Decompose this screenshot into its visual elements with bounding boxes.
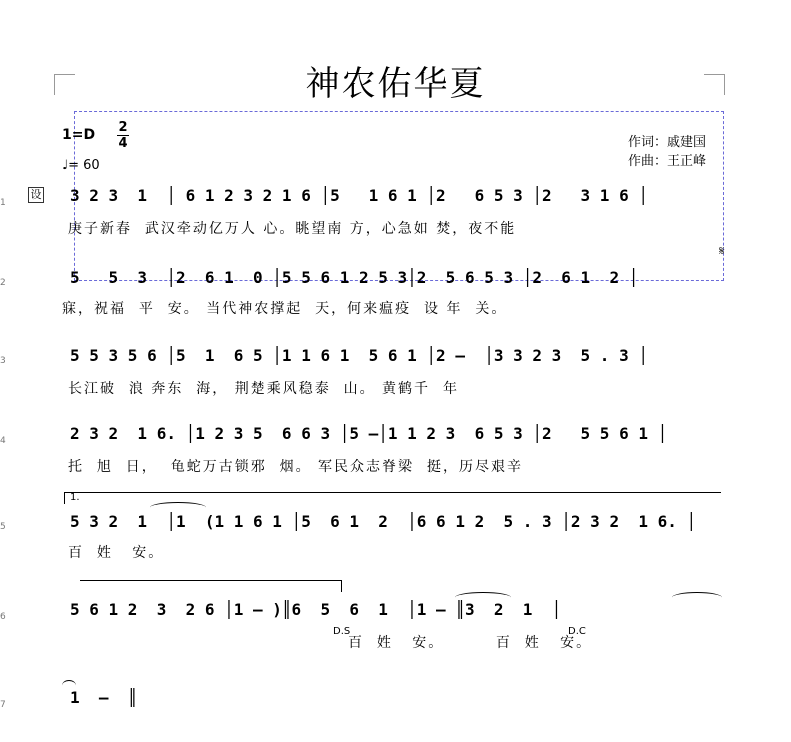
lyrics-row: 寐，祝福 平 安。 当代神农撑起 天，何来瘟疫 设 年 关。 [62,301,508,317]
notation-row[interactable]: 5 6 1 2 3 2 6 │1 – )║6 5 6 1 │1 – ║3 2 1 │ [70,600,562,619]
segno-icon[interactable]: 𝄋 [719,244,725,259]
lyrics-row: 百 姓 安。 [68,545,165,561]
settings-marker-icon[interactable]: 设 [28,187,44,203]
phrase-bracket-edge [341,580,342,592]
tie-arc [672,592,722,603]
phrase-bracket [80,580,342,581]
lyrics-row: 托 旭 日， 龟蛇万古锁邪 烟。 军民众志脊梁 挺，历尽艰辛 [68,459,523,475]
row-number: 6 [0,612,6,622]
row-number: 1 [0,198,6,208]
notation-row[interactable]: 3 2 3 1 │ 6 1 2 3 2 1 6 │5 1 6 1 │2 6 5 3 │2 3 1 6 │ [70,186,648,205]
volta-number: 1. [70,492,80,503]
composer-credit: 作曲：王正峰 [628,154,707,169]
lyrics-row: 长江破 浪 奔东 海， 荆楚乘风稳泰 山。 黄鹤千 年 [68,381,459,397]
notation-row[interactable]: 1 – ║ [70,688,138,707]
notation-row[interactable]: 5 5 3 │2 6 1 0 │5 5 6 1 2 5 3│2 5 6 5 3 │2 6 1 2 │ [70,268,639,287]
row-number: 5 [0,522,6,532]
lyrics-row: 百 姓 安。 百 姓 安。 [348,635,593,651]
tempo-marking: ♩= 60 [62,158,100,173]
notation-row[interactable]: 5 5 3 5 6 │5 1 6 5 │1 1 6 1 5 6 1 │2 – │3 3 2 3 5 . 3 │ [70,346,648,365]
page-corner-mark [704,74,725,95]
row-number: 2 [0,278,6,288]
lyrics-row: 庚子新春 武汉牵动亿万人 心。眺望南 方，心急如 焚，夜不能 [68,221,517,237]
time-denominator: 4 [118,136,128,151]
volta-bracket-edge [64,492,65,504]
row-number: 7 [0,700,6,710]
volta-bracket [64,492,721,493]
key-signature: 1=D [62,127,96,143]
lyricist-credit: 作词：戚建国 [628,135,707,150]
row-number: 4 [0,436,6,446]
dal-segno-mark: D.S [333,626,351,637]
time-signature [117,120,129,151]
notation-row[interactable]: 2 3 2 1 6. │1 2 3 5 6 6 3 │5 –│1 1 2 3 6 5 3 │2 5 5 6 1 │ [70,424,668,443]
notation-row[interactable]: 5 3 2 1 │1 (1 1 6 1 │5 6 1 2 │6 6 1 2 5 . 3 │2 3 2 1 6. │ [70,512,697,531]
song-title: 神农佑华夏 [305,64,486,104]
da-capo-mark: D.C [568,626,586,637]
time-numerator: 2 [118,120,128,135]
row-number: 3 [0,356,6,366]
page-corner-mark [54,74,75,95]
